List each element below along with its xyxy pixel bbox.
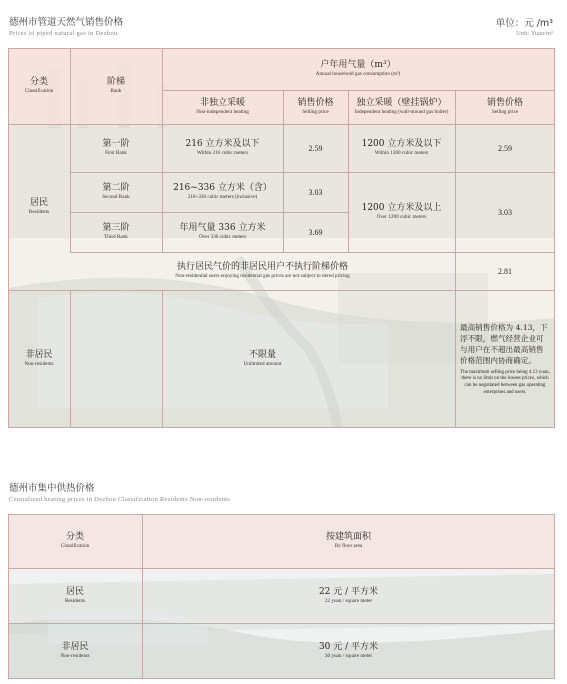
- header-annual-consumption: 户年用气量（m³） Annual household gas consumption (m³): [315, 60, 401, 78]
- unit-label: 单位：元 /m³: [495, 18, 553, 29]
- rank-second-non-indep: 216~336 立方米（含） 216~336 cubic meters (inclusive): [173, 183, 272, 201]
- non-tiered-note: 执行居民气价的非居民用户不执行阶梯价格 Non-residential users enjoying residential gas prices are not subject to tiered pricing: [175, 262, 350, 280]
- heat-residents-label: 居民 Residents: [64, 586, 86, 604]
- header-non-independent-heating: 非独立采暖 Non-independent heating: [196, 98, 249, 116]
- unlimited-amount: 不限量 Unlimited amount: [243, 350, 282, 368]
- heat-non-residents-price: 30 元 / 平方米 30 yuan / square meter: [318, 641, 379, 659]
- heating-price-table: [8, 514, 555, 679]
- max-price-note: 最高销售价格为 4.13，下浮不限，燃气经营企业可与用户在不超出最高销售价格范围内协商确定。 The maximum selling price being 4.13 yuan, there is no limit on the lowest prices, which can be negotiated between gas operating enterprises and users.: [460, 322, 550, 395]
- header-independent-heating: 独立采暖（壁挂锅炉） Independent heating (wall-mound gas boiler): [354, 98, 449, 116]
- rank-third-price1: 3.69: [308, 227, 323, 237]
- heat-residents-price: 22 元 / 平方米 22 yuan / square meter: [318, 586, 379, 604]
- rank-second-price1: 3.03: [308, 187, 323, 197]
- heat-non-residents-label: 非居民 Non-residents: [60, 641, 90, 659]
- non-tiered-price: 2.81: [498, 266, 512, 276]
- rank-first-non-indep: 216 立方米及以下 Within 216 cubic meters: [185, 139, 260, 157]
- heat-header-by-area: 按建筑面积 By floor area: [325, 532, 371, 550]
- rank-first-price2: 2.59: [498, 143, 512, 153]
- rank-third: 第三阶 Third Rank: [102, 223, 130, 241]
- gas-section-subtitle: Prices of piped natural gas in Dezhou: [9, 30, 118, 37]
- heat-header-classification: 分类 Classification: [60, 532, 90, 550]
- merged-indep-price: 3.03: [498, 207, 512, 217]
- heating-section-title: 德州市集中供热价格: [9, 483, 95, 494]
- merged-indep: 1200 立方米及以上 Over 1200 cubic meters: [361, 203, 442, 221]
- non-residents-label: 非居民 Non-residents: [24, 350, 54, 368]
- rank-first-indep: 1200 立方米及以下 Within 1200 cubic meters: [361, 139, 442, 157]
- header-selling-price-2: 销售价格 Selling price: [486, 98, 523, 116]
- gas-price-table: [8, 48, 555, 428]
- heating-section-subtitle: Centralized heating prices in Dezhou Classification Residents Non-residents: [9, 496, 231, 503]
- rank-third-non-indep: 年用气量 336 立方米 Over 336 cubic meters: [179, 223, 266, 241]
- header-rank: 阶梯 Rank: [106, 77, 125, 95]
- rank-first-price1: 2.59: [308, 143, 323, 153]
- gas-section-title: 德州市管道天然气销售价格: [9, 17, 124, 28]
- header-selling-price-1: 销售价格 Selling price: [297, 98, 334, 116]
- rank-second: 第二阶 Second Rank: [102, 183, 130, 201]
- residents-label: 居民 Residents: [28, 198, 50, 216]
- header-classification: 分类 Classification: [24, 77, 54, 95]
- unit-label-en: Unit: Yuan/m³: [516, 30, 553, 37]
- rank-first: 第一阶 First Rank: [102, 139, 130, 157]
